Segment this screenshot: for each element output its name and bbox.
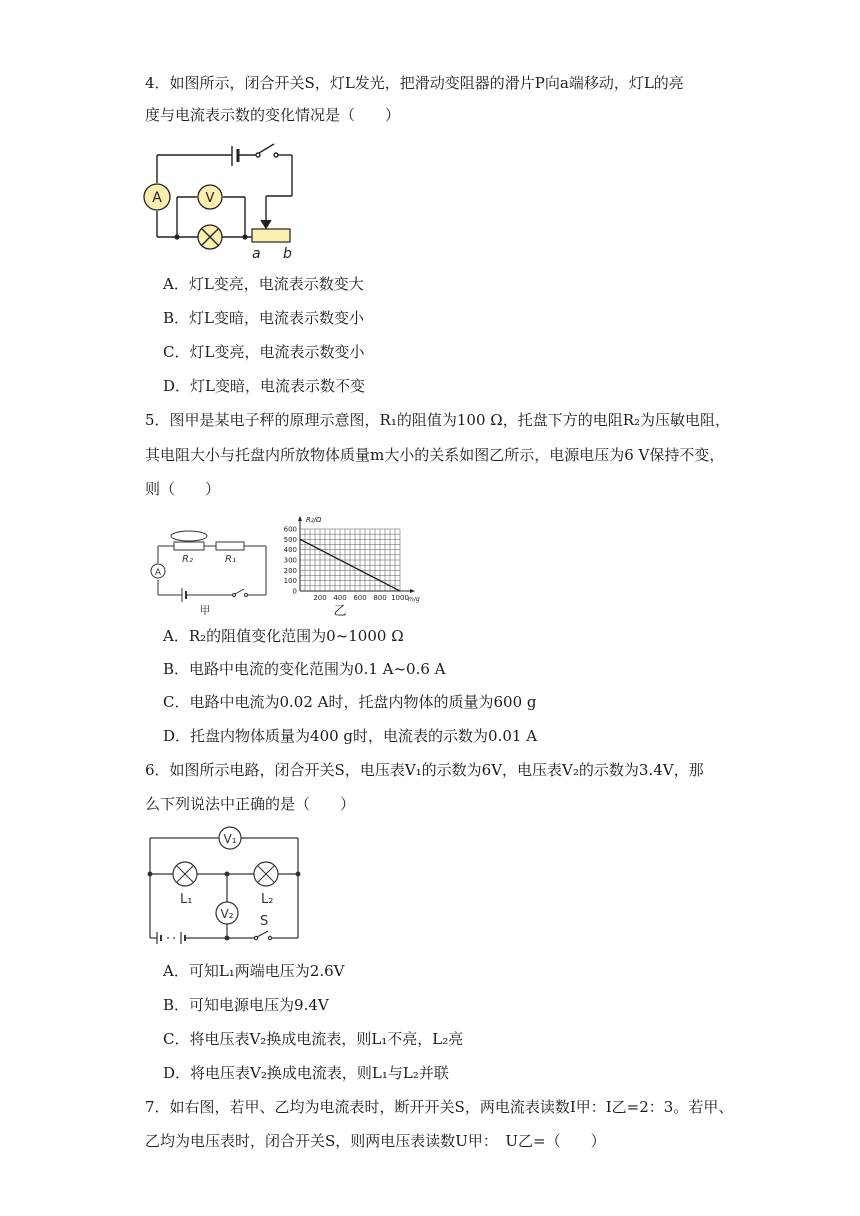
q5-option-c: C．电路中电流为0.02 A时，托盘内物体的质量为600 g: [163, 693, 537, 711]
q5-chart-yi: [272, 505, 442, 617]
lamp-l2-symbol: [254, 862, 278, 886]
q4-option-c: C．灯L变亮，电流表示数变小: [163, 343, 365, 361]
label-l2: L₂: [261, 892, 274, 907]
svg-text:V₂: V₂: [220, 907, 234, 921]
q5-option-d: D．托盘内物体质量为400 g时，电流表的示数为0.01 A: [163, 727, 538, 745]
q5-stem-line3: 则（ ）: [145, 480, 221, 498]
y-tick-label: 100: [283, 577, 297, 586]
rheostat: [252, 229, 290, 242]
q5-stem-line2: 其电阻大小与托盘内所放物体质量m大小的关系如图乙所示，电源电压为6 V保持不变，: [145, 446, 725, 464]
y-tick-label: 600: [283, 525, 297, 534]
q4-option-d: D．灯L变暗，电流表示数不变: [163, 377, 365, 395]
q6-stem-line1: 6．如图所示电路，闭合开关S，电压表V₁的示数为6V，电压表V₂的示数为3.4V，那: [145, 761, 704, 779]
caption-jia: 甲: [199, 604, 211, 615]
x-tick-label: 800: [373, 594, 387, 602]
y-tick-label: 0: [292, 587, 297, 596]
chart-caption: 乙: [333, 604, 347, 617]
label-r1: R₁: [225, 554, 236, 565]
label-a: a: [252, 246, 261, 262]
q5-option-a: A．R₂的阻值变化范围为0~1000 Ω: [163, 627, 404, 645]
resistor-r2: [174, 542, 204, 550]
q4-option-a: A．灯L变亮，电流表示数变大: [163, 275, 364, 293]
x-tick-label: 400: [333, 594, 347, 602]
q6-option-b: B．可知电源电压为9.4V: [163, 996, 329, 1014]
label-switch-s: S: [260, 914, 269, 929]
q6-option-c: C．将电压表V₂换成电流表，则L₁不亮，L₂亮: [163, 1030, 464, 1048]
ammeter-symbol: [151, 564, 165, 578]
voltmeter-v1-symbol: [219, 827, 241, 849]
q7-stem-line2: 乙均为电压表时，闭合开关S，则两电压表读数U甲： U乙=（ ）: [145, 1132, 606, 1150]
q7-stem-line1: 7．如右图，若甲、乙均为电流表时，断开开关S，两电流表读数I甲：I乙=2：3。若甲、: [145, 1098, 734, 1116]
svg-text:V₁: V₁: [223, 832, 237, 846]
q4-option-b: B．灯L变暗，电流表示数变小: [163, 309, 364, 327]
y-axis-arrow: [298, 516, 302, 521]
x-axis-arrow: [410, 589, 415, 593]
lamp-l1-symbol: [173, 862, 197, 886]
y-tick-label: 500: [283, 535, 297, 544]
q4-circuit-diagram: [140, 138, 310, 264]
x-tick-label: 1000: [391, 594, 409, 602]
label-l1: L₁: [180, 892, 193, 907]
q4-stem-line1: 4．如图所示，闭合开关S，灯L发光，把滑动变阻器的滑片P向a端移动，灯L的亮: [145, 74, 684, 92]
x-tick-label: 600: [353, 594, 367, 602]
lamp-symbol: [198, 225, 222, 249]
q6-stem-line2: 么下列说法中正确的是（ ）: [145, 795, 356, 813]
ammeter-symbol: [144, 184, 170, 210]
y-tick-label: 300: [283, 556, 297, 565]
q5-circuit-jia: [148, 525, 270, 615]
resistor-r1: [216, 542, 244, 550]
q6-circuit-diagram: [140, 826, 308, 944]
y-tick-label: 400: [283, 546, 297, 555]
label-b: b: [283, 246, 292, 262]
voltmeter-v2-symbol: [216, 902, 238, 924]
q5-option-b: B．电路中电流的变化范围为0.1 A~0.6 A: [163, 660, 446, 678]
svg-text:V: V: [205, 191, 215, 206]
y-axis-label: R₂/Ω: [306, 516, 322, 524]
x-axis-label: m/g: [408, 596, 420, 603]
q6-option-d: D．将电压表V₂换成电流表，则L₁与L₂并联: [163, 1064, 449, 1082]
svg-text:A: A: [154, 568, 162, 578]
x-tick-label: 200: [313, 594, 327, 602]
q6-option-a: A．可知L₁两端电压为2.6V: [163, 962, 345, 980]
q4-stem-line2: 度与电流表示数的变化情况是（ ）: [145, 106, 401, 124]
y-tick-label: 200: [283, 566, 297, 575]
q5-stem-line1: 5．图甲是某电子秤的原理示意图，R₁的阻值为100 Ω，托盘下方的电阻R₂为压敏电阻，: [145, 411, 730, 429]
label-r2: R₂: [182, 554, 193, 565]
voltmeter-symbol: [198, 185, 222, 209]
svg-text:A: A: [152, 190, 162, 206]
